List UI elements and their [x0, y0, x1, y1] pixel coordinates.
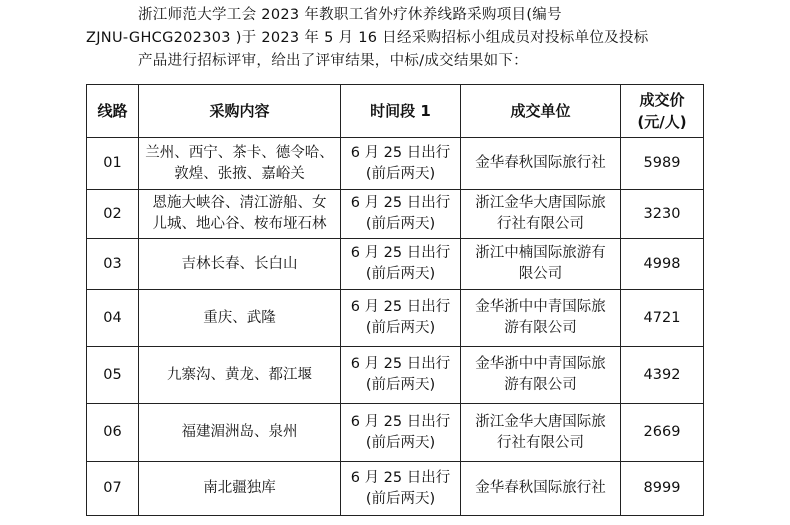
cell-content — [139, 290, 341, 347]
period-line: (前后两天) — [365, 266, 436, 282]
table-row — [87, 347, 704, 404]
cell-period — [341, 190, 461, 239]
intro-paragraph — [86, 4, 726, 73]
cell-route — [87, 404, 139, 462]
period-line: (前后两天) — [365, 434, 436, 451]
header-period: 时间段 1 — [341, 85, 461, 138]
cell-price — [621, 190, 704, 239]
table-row — [87, 138, 704, 190]
header-content: 采购内容 — [139, 85, 341, 138]
table-row — [87, 190, 704, 239]
vendor-line: 金华春秋国际旅行社 — [475, 155, 606, 171]
intro-line-1: 浙江师范大学工会 2023 年教职工省外疗休养线路采购项目(编号 — [138, 7, 562, 23]
price-value: 8999 — [643, 480, 681, 496]
period-line: 6 月 25 日出行 — [350, 245, 451, 261]
cell-price — [621, 347, 704, 404]
vendor-line: 金华浙中中青国际旅 — [475, 356, 606, 372]
header-price — [621, 85, 704, 138]
vendor-line: 游有限公司 — [504, 320, 577, 336]
cell-price — [621, 462, 704, 516]
route-number: 01 — [103, 155, 122, 171]
vendor-line: 浙江中楠国际旅游有 — [475, 245, 606, 261]
content-line: 敦煌、张掖、嘉峪关 — [174, 165, 305, 182]
price-value: 5989 — [643, 155, 681, 171]
content-line: 兰州、西宁、茶卡、德令哈、 — [145, 144, 334, 161]
price-value: 4721 — [643, 309, 681, 326]
period-line: 6 月 25 日出行 — [350, 413, 451, 430]
cell-content — [139, 239, 341, 290]
vendor-line: 浙江金华大唐国际旅 — [475, 195, 606, 211]
vendor-line: 行社有限公司 — [497, 216, 584, 232]
cell-content — [139, 462, 341, 516]
cell-vendor — [461, 347, 621, 404]
period-line: 6 月 25 日出行 — [350, 469, 451, 486]
content-line: 九寨沟、黄龙、都江堰 — [167, 366, 312, 383]
cell-route — [87, 138, 139, 190]
vendor-line: 金华春秋国际旅行社 — [475, 480, 606, 496]
cell-vendor — [461, 404, 621, 462]
content-line: 吉林长春、长白山 — [181, 255, 298, 272]
route-number: 04 — [103, 309, 122, 326]
cell-vendor — [461, 290, 621, 347]
cell-content — [139, 347, 341, 404]
route-number: 03 — [103, 255, 122, 272]
content-line: 儿城、地心谷、桉布垭石林 — [152, 216, 327, 232]
cell-period — [341, 138, 461, 190]
cell-price — [621, 239, 704, 290]
content-line: 福建湄洲岛、泉州 — [181, 424, 298, 440]
header-price-line1: 成交价 — [639, 91, 685, 109]
cell-period — [341, 404, 461, 462]
cell-period — [341, 239, 461, 290]
header-vendor: 成交单位 — [461, 85, 621, 138]
period-line: 6 月 25 日出行 — [350, 195, 451, 211]
period-line: (前后两天) — [365, 490, 436, 507]
cell-route — [87, 190, 139, 239]
period-line: 6 月 25 日出行 — [350, 299, 451, 315]
period-line: 6 月 25 日出行 — [350, 144, 451, 161]
price-value: 2669 — [643, 424, 681, 440]
header-route: 线路 — [87, 85, 139, 138]
period-line: (前后两天) — [365, 216, 436, 232]
vendor-line: 金华浙中中青国际旅 — [475, 299, 606, 315]
cell-content — [139, 138, 341, 190]
vendor-line: 浙江金华大唐国际旅 — [475, 413, 606, 430]
cell-route — [87, 290, 139, 347]
route-number: 02 — [103, 205, 122, 222]
table-header-row — [87, 85, 704, 138]
cell-price — [621, 290, 704, 347]
cell-vendor — [461, 462, 621, 516]
price-value: 4998 — [643, 255, 681, 272]
result-table — [86, 84, 704, 516]
period-line: (前后两天) — [365, 377, 436, 393]
price-value: 4392 — [643, 366, 681, 383]
period-line: 6 月 25 日出行 — [350, 356, 451, 372]
period-line: (前后两天) — [365, 320, 436, 336]
cell-period — [341, 290, 461, 347]
content-line: 恩施大峡谷、清江游船、女 — [152, 195, 327, 211]
vendor-line: 游有限公司 — [504, 377, 577, 393]
table-row — [87, 404, 704, 462]
table-row — [87, 239, 704, 290]
cell-vendor — [461, 190, 621, 239]
cell-route — [87, 462, 139, 516]
cell-route — [87, 239, 139, 290]
intro-line-2: ZJNU-GHCG202303 )于 2023 年 5 月 16 日经采购招标小组成员对投标单位及投标 — [86, 30, 649, 46]
route-number: 05 — [103, 366, 122, 383]
period-line: (前后两天) — [365, 165, 436, 182]
cell-price — [621, 404, 704, 462]
vendor-line: 行社有限公司 — [497, 434, 584, 451]
cell-price — [621, 138, 704, 190]
price-value: 3230 — [643, 205, 681, 222]
route-number: 06 — [103, 424, 122, 440]
cell-period — [341, 347, 461, 404]
cell-content — [139, 190, 341, 239]
intro-line-3: 产品进行招标评审，给出了评审结果，中标/成交结果如下： — [138, 53, 528, 69]
vendor-line: 限公司 — [518, 266, 563, 282]
cell-content — [139, 404, 341, 462]
table-row — [87, 462, 704, 516]
table-row — [87, 290, 704, 347]
header-price-line2: (元/人) — [637, 113, 687, 131]
cell-vendor — [461, 239, 621, 290]
route-number: 07 — [103, 480, 122, 496]
content-line: 重庆、武隆 — [203, 309, 276, 326]
content-line: 南北疆独库 — [203, 480, 276, 496]
cell-vendor — [461, 138, 621, 190]
cell-route — [87, 347, 139, 404]
cell-period — [341, 462, 461, 516]
